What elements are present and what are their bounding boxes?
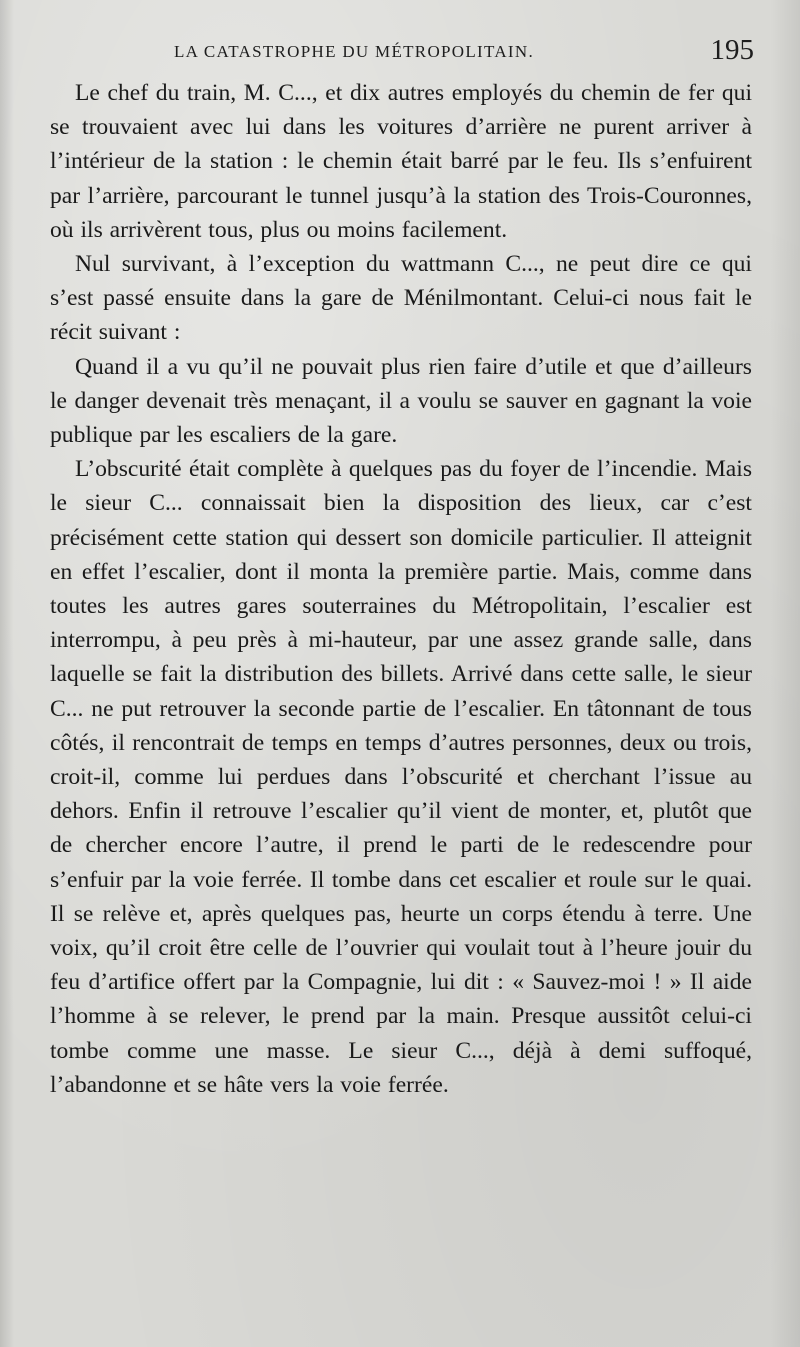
running-title: LA CATASTROPHE DU MÉTROPOLITAIN.	[174, 42, 534, 61]
paragraph: Le chef du train, M. C..., et dix autres employés du chemin de fer qui se trouvaient avec lui dans les voitures d’arrière ne purent arriver à l’intérieur de la station : le chemin était barré par le feu. Ils s’enfuirent par l’arrière, parcourant le tunnel jusqu’à la station des Trois-Couronnes, où ils arrivèrent tous, plus ou moins facilement.	[50, 80, 752, 243]
paragraph: Nul survivant, à l’exception du wattmann C..., ne peut dire ce qui s’est passé ensuite dans la gare de Ménilmontant. Celui-ci nous fait le récit suivant :	[50, 251, 752, 346]
page-number: 195	[710, 34, 754, 66]
body-text	[50, 76, 752, 1102]
running-head	[48, 34, 754, 70]
paragraph: L’obscurité était complète à quelques pas du foyer de l’incendie. Mais le sieur C... connaissait bien la disposition des lieux, car c’est précisément cette station qui dessert son domicile particulier. Il atteignit en effet l’escalier, dont il monta la première partie. Mais, comme dans toutes les autres gares souterraines du Métropolitain, l’escalier est interrompu, à peu près à mi-hauteur, par une assez grande salle, dans laquelle se fait la distribution des billets. Arrivé dans cette salle, le sieur C... ne put retrouver la seconde partie de l’escalier. En tâtonnant de tous côtés, il rencontrait de temps en temps d’autres personnes, deux ou trois, croit-il, comme lui perdues dans l’obscurité et cherchant l’issue au dehors. Enfin il retrouve l’escalier qu’il vient de monter, et, plutôt que de chercher encore l’autre, il prend le parti de le redescendre pour s’enfuir par la voie ferrée. Il tombe dans cet escalier et roule sur le quai. Il se relève et, après quelques pas, heurte un corps étendu à terre. Une voix, qu’il croit être celle de l’ouvrier qui voulait tout à l’heure jouir du feu d’artifice offert par la Compagnie, lui dit : « Sauvez-moi ! » Il aide l’homme à se relever, le prend par la main. Presque aussitôt celui-ci tombe comme une masse. Le sieur C..., déjà à demi suffoqué, l’abandonne et se hâte vers la voie ferrée.	[50, 456, 752, 1098]
paragraph: Quand il a vu qu’il ne pouvait plus rien faire d’utile et que d’ailleurs le danger devenait très menaçant, il a voulu se sauver en gagnant la voie publique par les escaliers de la gare.	[50, 353, 752, 449]
